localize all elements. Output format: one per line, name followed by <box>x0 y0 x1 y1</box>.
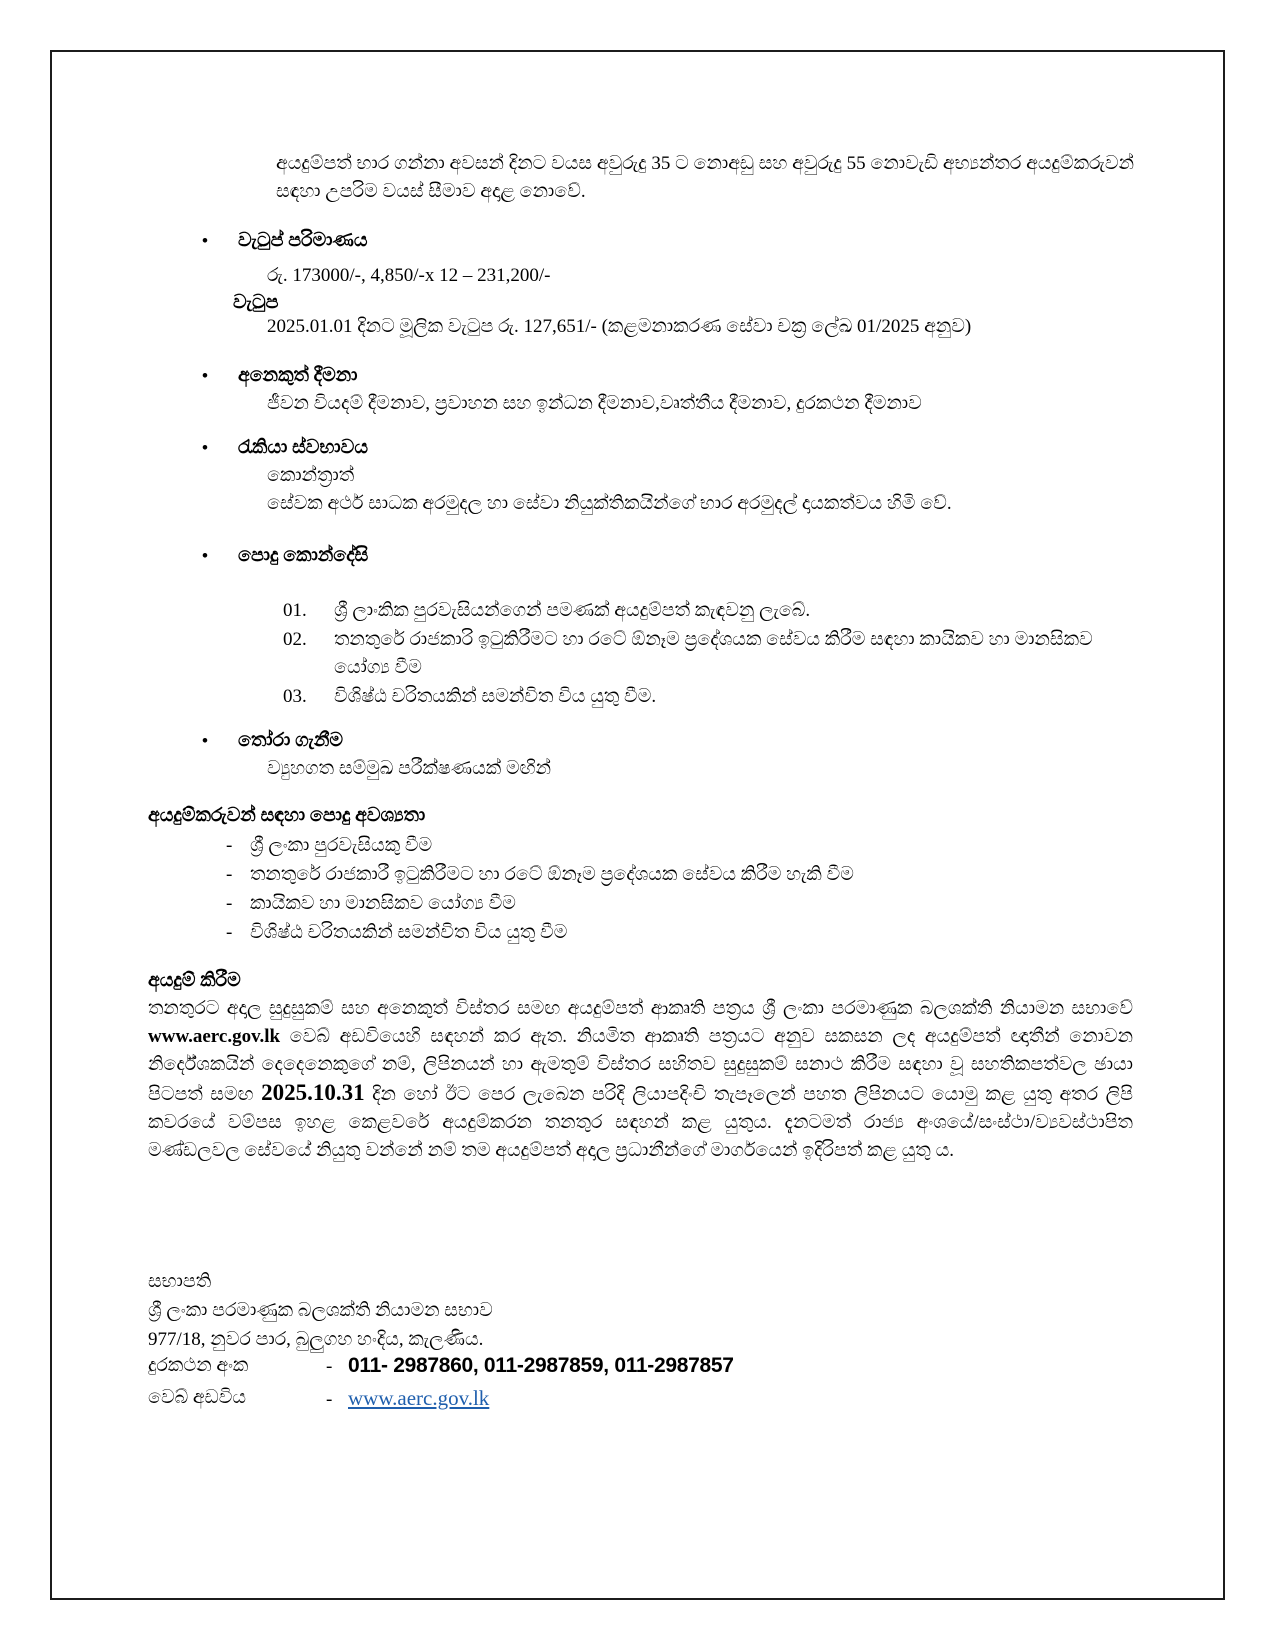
website-row <box>148 1384 1048 1412</box>
item-number: 03. <box>283 686 307 707</box>
phone-label: දුරකථන අංක <box>148 1355 249 1376</box>
section-selection-heading-row <box>202 727 343 755</box>
dash-icon: - <box>326 1356 333 1377</box>
intro-paragraph: අයදුම්පත් භාර ගන්නා අවසන් දිනට වයස අවුරුදු 35 ට නොඅඩු සහ අවුරුදු 55 නොවැඩි අභ්‍යන්තර අයදුම්කරුවන් සඳහා උපරිම වයස් සීමාව අදාළ නොවේ. <box>276 153 1134 202</box>
applying-heading: අයදුම් කිරීම <box>148 970 241 991</box>
website-link[interactable]: www.aerc.gov.lk <box>348 1386 490 1410</box>
organization-name: ශ්‍රී ලංකා පරමාණුක බලශක්ති නියාමන සභාව <box>148 1300 493 1321</box>
item-text: විශිෂ්ඨ චරිතයකින් සමන්විත විය යුතු වීම <box>250 922 568 943</box>
item-number: 01. <box>283 600 307 621</box>
deadline-date: 2025.10.31 <box>261 1080 365 1105</box>
applying-paragraph <box>148 995 1133 1165</box>
bullet-icon: • <box>202 731 208 750</box>
section-heading: වැටුප් පරිමාණය <box>238 230 368 251</box>
item-text: තනතුරේ රාජකාරි ඉටුකිරීමට හා රටේ ඕනෑම ප්‍රදේශයක සේවය කිරීම සඳහා කායිකව හා මානසිකව යෝග්‍ය වීම <box>334 629 1093 678</box>
paragraph-text: වෙබ් අඩවියෙහි සඳහන් කර ඇත. නියමිත ආකෘති පත්‍රයට අනුව සකසන ලද අයදුම්පත් ඥාතීන් නොවන නිර්දේශකයින් දෙදෙනෙකුගේ නම්, ලිපිනයන් හා ඇමතුම් විස්තර සහිතව සුදුසුකම් සනාථ කිරීම සඳහා වූ සහතිකපත්වල ඡායා පිටපත් සමඟ <box>148 1026 1133 1105</box>
bullet-icon: • <box>202 438 208 457</box>
signatory-title: සභාපති <box>148 1271 212 1292</box>
website-text-bold: www.aerc.gov.lk <box>148 1026 281 1047</box>
item-text: ශ්‍රී ලාංකික පුරවැසියන්ගෙන් පමණක් අයදුම්පත් කැඳවනු ලැබේ. <box>334 600 811 621</box>
bullet-icon: • <box>202 546 208 565</box>
signature-block <box>148 1267 493 1354</box>
dash-icon: - <box>226 893 233 914</box>
item-text: ශ්‍රී ලංකා පුරවැසියකු වීම <box>250 835 433 856</box>
selection-detail: ව්‍යුහගත සම්මුඛ පරීක්ෂණයක් මඟින් <box>267 758 552 779</box>
section-heading: රැකියා ස්වභාවය <box>238 437 368 458</box>
phone-row <box>148 1352 1048 1380</box>
dash-icon: - <box>226 922 233 943</box>
dash-icon: - <box>326 1389 333 1410</box>
website-label: වෙබ් අඩවිය <box>148 1387 247 1408</box>
item-text: විශිෂ්ඨ චරිතයකින් සමන්විත විය යුතු වීම. <box>334 686 657 707</box>
general-conditions-list <box>283 597 1113 712</box>
dash-icon: - <box>226 864 233 885</box>
bullet-icon: • <box>202 366 208 385</box>
section-allowances-heading-row <box>202 362 357 390</box>
section-heading: පොදු කොන්දේසි <box>238 545 369 566</box>
section-job-nature-heading-row <box>202 434 368 462</box>
allowances-detail: ජීවන වියදම් දීමනාව, ප්‍රවාහන සහ ඉන්ධන දීමනාව,වෘත්තීය දීමනාව, දුරකථන දීමනාව <box>267 393 922 414</box>
organization-address: 977/18, නුවර පාර, බුලුගහ හංදිය, කැලණිය. <box>148 1329 484 1350</box>
job-nature-line2: සේවක අර්ථ සාධක අරමුදල හා සේවා නියුක්තිකයින්ගේ භාර අරමුදල් දායකත්වය හිමි වේ. <box>267 493 952 514</box>
requirements-list <box>226 831 1126 947</box>
list-item <box>226 918 1126 947</box>
item-text: කායිකව හා මානසිකව යෝග්‍ය වීම <box>250 893 516 914</box>
requirements-heading: අයදුම්කරුවන් සඳහා පොදු අවශ්‍යතා <box>148 805 426 826</box>
item-number: 02. <box>283 629 307 650</box>
bullet-icon: • <box>202 231 208 250</box>
paragraph-text: තනතුරට අදාල සුදුසුකම් සහ අනෙකුත් විස්තර සමඟ අයදුම්පත් ආකෘති පත්‍රය ශ්‍රී ලංකා පරමාණුක බලශක්ති නියාමන සභාවේ <box>148 998 1133 1019</box>
salary-label: වැටුප <box>233 292 279 313</box>
list-item <box>226 889 1126 918</box>
list-item <box>226 831 1126 860</box>
paragraph-text: දින හෝ ඊට පෙර ලැබෙන පරිදි ලියාපදිංචි තැපෑලෙන් පහත ලිපිනයට යොමු කළ යුතු අතර ලිපි කවරයේ වම්පස ඉහළ කෙළවරේ අයදුම්කරන තනතුර සඳහන් කළ යුතුය. දැනටමත් රාජ්‍ය අංශයේ/සංස්ථා/ව්‍යවස්ථාපිත මණ්ඩලවල සේවයේ නියුතු වන්නේ නම් තම අයදුම්පත් අදාල ප්‍රධානීන්ගේ මාර්ගයෙන් ඉදිරිපත් කළ යුතු ය. <box>148 1084 1133 1161</box>
phone-numbers: 011- 2987860, 011-2987859, 011-2987857 <box>348 1354 734 1377</box>
item-text: තනතුරේ රාජකාරී ඉටුකිරීමට හා රටේ ඕනෑම ප්‍රදේශයක සේවය කිරීම හැකි වීම <box>250 864 854 885</box>
section-general-conditions-heading-row <box>202 542 368 570</box>
dash-icon: - <box>226 835 233 856</box>
list-item <box>226 860 1126 889</box>
list-item <box>283 597 1113 625</box>
job-nature-line1: කොන්ත්‍රාත් <box>267 465 355 486</box>
section-heading: තෝරා ගැනීම <box>238 730 344 751</box>
salary-detail: 2025.01.01 දිනට මූලික වැටුප රු. 127,651/- (කළමනාකරණ සේවා චක්‍ර ලේඛ 01/2025 අනුව) <box>267 316 972 337</box>
section-salary-scale-heading-row <box>202 227 368 255</box>
list-item <box>283 626 1113 682</box>
list-item <box>283 683 1113 711</box>
section-heading: අනෙකුත් දීමනා <box>238 365 358 386</box>
salary-scale-value: රු. 173000/-, 4,850/-x 12 – 231,200/- <box>267 265 551 286</box>
